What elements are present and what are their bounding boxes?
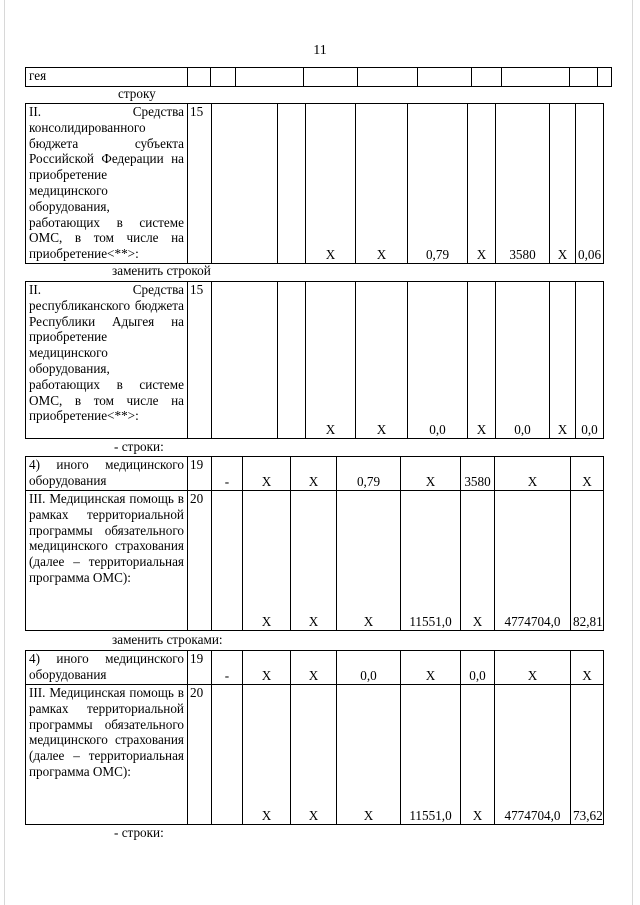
table-fragment-row-15-new <box>25 281 604 439</box>
table-fragment-top <box>25 67 612 87</box>
cell: X <box>306 282 356 439</box>
table-row <box>26 457 604 491</box>
cell: X <box>550 104 576 264</box>
cell: X <box>401 457 461 491</box>
table-row <box>26 104 604 264</box>
table-row <box>26 685 604 825</box>
row-name: III. Медицинская помощь в рамках территориальной программы обязательного медицинского страхования (далее – территориальная программа ОМС): <box>26 685 188 825</box>
cell <box>278 104 306 264</box>
cell: 0,0 <box>461 651 495 685</box>
row-number: 20 <box>188 685 212 825</box>
row-number: 20 <box>188 491 212 631</box>
cell: 4774704,0 <box>495 491 571 631</box>
row-number: 19 <box>188 457 212 491</box>
table-fragment-rows-19-20-old <box>25 456 604 631</box>
cell: 0,79 <box>408 104 468 264</box>
cell: 0,0 <box>337 651 401 685</box>
note-line-5: - строки: <box>114 825 164 840</box>
cell: 4774704,0 <box>495 685 571 825</box>
row-number: 15 <box>188 282 212 439</box>
cell: 11551,0 <box>401 685 461 825</box>
cell: - <box>212 457 243 491</box>
cell: X <box>356 104 408 264</box>
row-number: 15 <box>188 104 212 264</box>
page-number: 11 <box>313 43 327 58</box>
cell <box>212 104 278 264</box>
table-row <box>26 282 604 439</box>
cell: X <box>291 651 337 685</box>
table-row <box>26 68 612 87</box>
table-fragment-rows-19-20-new <box>25 650 604 825</box>
cell: X <box>571 457 604 491</box>
cell <box>212 685 243 825</box>
note-line-4: заменить строками: <box>112 632 223 647</box>
cell: 3580 <box>461 457 495 491</box>
cell: X <box>461 491 495 631</box>
cell: 0,0 <box>408 282 468 439</box>
row-name: 4) иного медицинского оборудования <box>26 651 188 685</box>
row-number: 19 <box>188 651 212 685</box>
note-line-3: - строки: <box>114 439 164 454</box>
scan-edge-left <box>4 0 5 905</box>
cell: - <box>212 651 243 685</box>
note-line-1: строку <box>118 86 156 101</box>
cell: X <box>550 282 576 439</box>
cell: X <box>291 685 337 825</box>
cell: X <box>291 457 337 491</box>
cell: X <box>337 685 401 825</box>
cell: X <box>461 685 495 825</box>
cell: X <box>243 685 291 825</box>
cell <box>212 491 243 631</box>
cell <box>278 282 306 439</box>
scan-edge-right <box>632 0 633 905</box>
cell: X <box>468 282 496 439</box>
cell: X <box>243 491 291 631</box>
cell: 0,0 <box>576 282 604 439</box>
cell: 82,81 <box>571 491 604 631</box>
table-row <box>26 491 604 631</box>
cell: 73,62 <box>571 685 604 825</box>
cell: X <box>291 491 337 631</box>
cell: X <box>356 282 408 439</box>
cell: X <box>571 651 604 685</box>
cell <box>212 282 278 439</box>
row-name: II. Средства республиканского бюджета Республики Адыгея на приобретение медицинского оборудования, работающих в системе ОМС, в том числе на приобретение<**>: <box>26 282 188 439</box>
cell: 0,06 <box>576 104 604 264</box>
row-name: III. Медицинская помощь в рамках территориальной программы обязательного медицинского страхования (далее – территориальная программа ОМС): <box>26 491 188 631</box>
cell: X <box>337 491 401 631</box>
table-row <box>26 651 604 685</box>
row-name: 4) иного медицинского оборудования <box>26 457 188 491</box>
cell: X <box>468 104 496 264</box>
cell: X <box>243 651 291 685</box>
cell: X <box>243 457 291 491</box>
note-line-2: заменить строкой <box>112 263 211 278</box>
table-fragment-row-15-old <box>25 103 604 264</box>
cell: 11551,0 <box>401 491 461 631</box>
cell: 0,79 <box>337 457 401 491</box>
cell: X <box>401 651 461 685</box>
row-name: гея <box>26 68 188 87</box>
cell: 0,0 <box>496 282 550 439</box>
cell: X <box>306 104 356 264</box>
cell: X <box>495 457 571 491</box>
cell: 3580 <box>496 104 550 264</box>
row-name: II. Средства консолидированного бюджета субъекта Российской Федерации на приобретение медицинского оборудования, работающих в системе ОМС, в том числе на приобретение<**>: <box>26 104 188 264</box>
cell: X <box>495 651 571 685</box>
